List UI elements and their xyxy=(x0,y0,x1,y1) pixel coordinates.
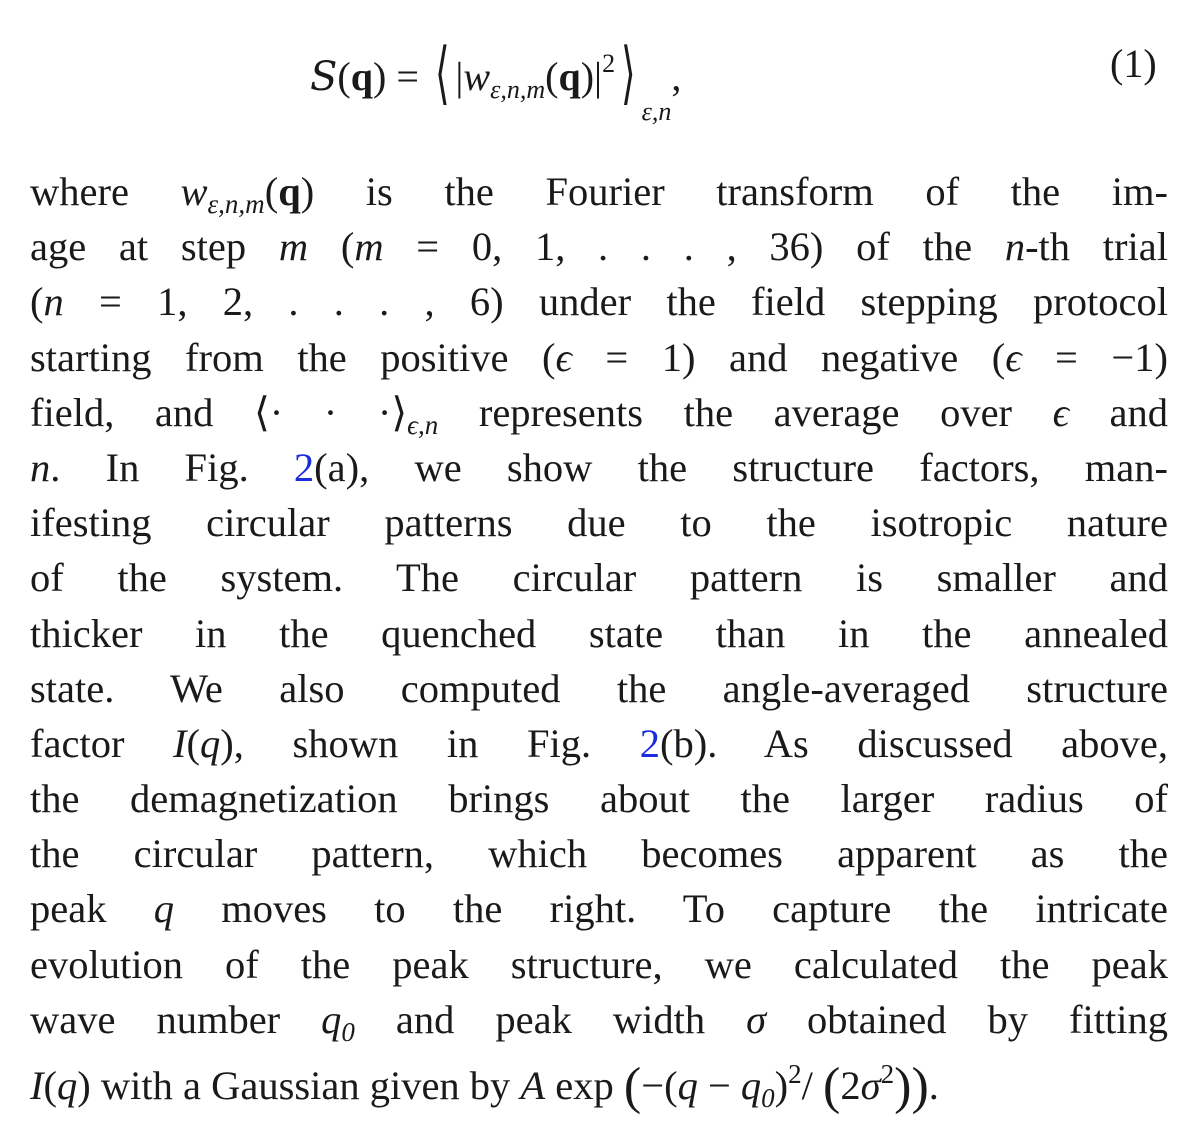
w-subscript: ε,n,m xyxy=(490,75,546,104)
text: factor xyxy=(30,720,174,766)
math-epsilon: ϵ xyxy=(555,334,572,380)
math-subscript: ϵ,n xyxy=(407,409,439,440)
wavevector-q: q xyxy=(350,54,373,99)
text: = 1) and negative ( xyxy=(571,334,1006,380)
math-sigma: σ xyxy=(746,996,767,1042)
text: − xyxy=(697,1063,741,1108)
math-subscript: ε,n,m xyxy=(207,189,265,219)
text: . xyxy=(928,1063,939,1108)
figure-reference-link[interactable]: 2 xyxy=(639,720,660,766)
math-q: q xyxy=(740,1063,762,1108)
text-line-3 xyxy=(30,274,1168,329)
structure-factor-symbol: S xyxy=(310,54,338,100)
text: moves to the right. To capture the intricate xyxy=(173,886,1168,932)
math-n: n xyxy=(1004,224,1026,270)
text-line-4 xyxy=(30,330,1168,385)
text-line-15: evolution of the peak structure, we calculated the peak xyxy=(30,941,1168,987)
text: ) with a Gaussian given by xyxy=(77,1063,521,1108)
abs-open: | xyxy=(455,54,464,99)
fourier-w: w xyxy=(463,54,491,99)
paren-close: ) xyxy=(580,54,595,99)
right-angle-bracket: ⟩ xyxy=(621,35,636,111)
text-line-8: of the system. The circular pattern is smaller and xyxy=(30,555,1168,601)
text-line-6 xyxy=(30,440,1168,495)
text: peak xyxy=(30,886,154,932)
text-line-13: the circular pattern, which becomes apparent as the xyxy=(30,831,1168,877)
equals-sign: = xyxy=(396,54,419,99)
large-paren: ( xyxy=(823,1058,841,1115)
text: ) xyxy=(774,1063,789,1108)
math-subscript: 0 xyxy=(341,1016,355,1047)
math-epsilon: ϵ xyxy=(1005,334,1022,380)
math-superscript: 2 xyxy=(880,1059,895,1089)
text: ( xyxy=(43,1063,57,1108)
power-2: 2 xyxy=(602,49,616,78)
text: (a), we show the structure factors, man- xyxy=(314,444,1168,490)
text: ) is the Fourier transform of the im- xyxy=(300,169,1168,214)
math-sigma: σ xyxy=(860,1063,881,1108)
text-line-10: state. We also computed the angle-averaged structure xyxy=(30,665,1168,711)
left-angle-bracket: ⟨ xyxy=(434,35,450,111)
math-bold-q: q xyxy=(278,169,301,214)
text: ( xyxy=(186,720,201,766)
math-superscript: 2 xyxy=(788,1059,802,1089)
large-paren: ) xyxy=(894,1058,912,1115)
trailing-comma: , xyxy=(671,54,682,99)
text-line-5 xyxy=(30,385,1168,440)
math-n: n xyxy=(30,444,51,490)
text: −( xyxy=(641,1063,678,1108)
text: exp xyxy=(545,1063,624,1108)
large-paren: ) xyxy=(911,1058,929,1115)
math-n: n xyxy=(43,279,64,325)
text-line-1 xyxy=(30,164,1168,219)
math-q: q xyxy=(321,996,342,1042)
text: obtained by fitting xyxy=(766,996,1168,1042)
text-line-17 xyxy=(30,1047,1168,1115)
math-w: w xyxy=(180,169,208,214)
math-m: m xyxy=(278,224,309,270)
text: = −1) xyxy=(1021,334,1168,380)
text-line-11 xyxy=(30,716,1168,771)
text: . In Fig. xyxy=(50,444,294,490)
w-arg-q: q xyxy=(558,54,581,99)
text: ( xyxy=(30,279,44,325)
math-subscript: 0 xyxy=(761,1083,775,1113)
text-line-9: thicker in the quenched state than in the annealed xyxy=(30,610,1168,656)
text: 2 xyxy=(840,1063,861,1108)
text: -th trial xyxy=(1025,224,1168,270)
text: ( xyxy=(264,169,279,214)
text: where xyxy=(30,169,181,214)
math-q: q xyxy=(200,720,221,766)
text: wave number xyxy=(30,996,322,1042)
body-paragraph xyxy=(30,164,1169,1115)
text: = 1, 2, . . . , 6) under the field stepping protocol xyxy=(63,279,1168,325)
text: age at step xyxy=(30,224,279,270)
text: / xyxy=(801,1063,824,1108)
text: and xyxy=(1068,389,1168,435)
text-line-16 xyxy=(30,992,1168,1047)
text: (b). As discussed above, xyxy=(660,720,1169,766)
math-A: A xyxy=(520,1063,546,1108)
text-line-7: ifesting circular patterns due to the isotropic nature xyxy=(30,500,1168,546)
text: = 0, 1, . . . , 36) of the xyxy=(383,224,1005,270)
text-line-2 xyxy=(30,219,1168,274)
equation-body: S(q) = ⟨ $|w_{\varepsilon,n,m}(q)|^2⟩_{\varepsilon,n}$, xyxy=(310,35,682,126)
equation-1 xyxy=(0,22,1200,132)
text: represents the average over xyxy=(438,389,1053,435)
figure-reference-link[interactable]: 2 xyxy=(293,444,315,490)
text: ), shown in Fig. xyxy=(220,720,640,766)
text: starting from the positive ( xyxy=(30,334,556,380)
math-m: m xyxy=(354,224,384,270)
abs-close: | xyxy=(594,54,603,99)
text-line-14 xyxy=(30,881,1168,936)
math-I: I xyxy=(30,1063,44,1108)
text-line-12: the demagnetization brings about the larger radius of xyxy=(30,776,1168,822)
text: field, and ⟨· · ·⟩ xyxy=(30,389,408,435)
text: ( xyxy=(308,224,355,270)
math-I: I xyxy=(173,720,187,766)
math-q: q xyxy=(153,886,174,932)
equation-number: (1) xyxy=(1110,41,1157,86)
math-q: q xyxy=(677,1063,698,1108)
average-subscript: ε,n xyxy=(641,97,672,126)
math-epsilon: ϵ xyxy=(1052,389,1069,435)
math-q: q xyxy=(57,1063,78,1108)
large-paren: ( xyxy=(623,1058,642,1115)
text: and peak width xyxy=(354,996,747,1042)
paren-open: ( xyxy=(545,54,559,99)
